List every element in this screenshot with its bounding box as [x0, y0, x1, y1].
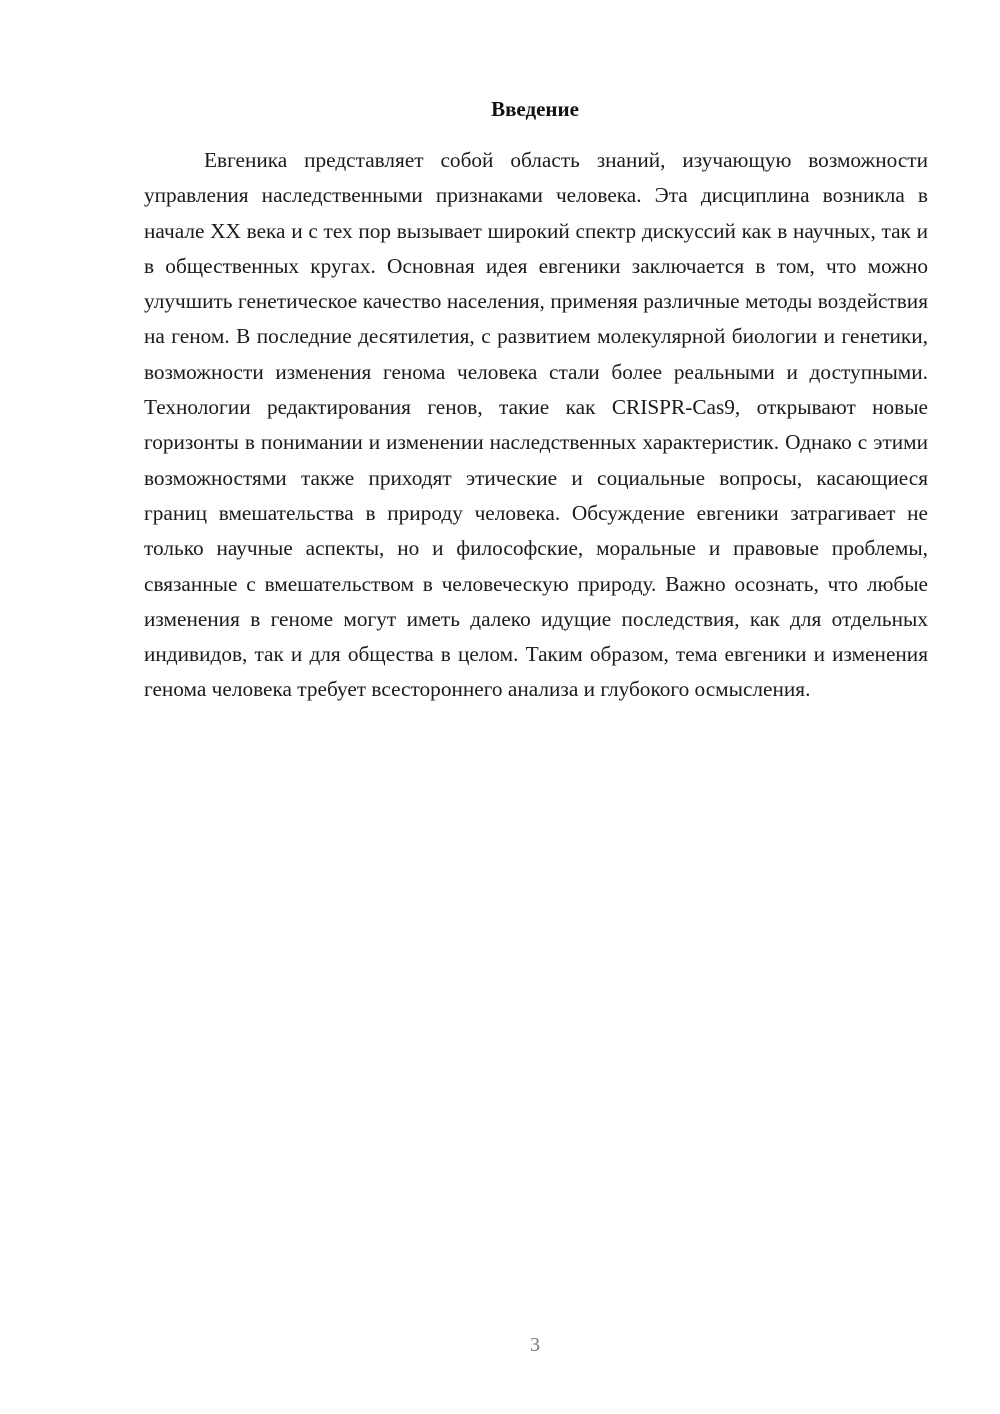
page-number: 3 [530, 1334, 540, 1356]
section-heading: Введение [491, 97, 579, 121]
body-paragraph: Евгеника представляет собой область знаний, изучающую возможности управления наследственными признаками человека. Эта дисциплина возникла в начале XX века и с тех пор вызывает широкий спектр дискуссий как в научных, так и в общественных кругах. Основная идея евгеники заключается в том, что можно улучшить генетическое качество населения, применяя различные методы воздействия на геном. В последние десятилетия, с развитием молекулярной биологии и генетики, возможности изменения генома человека стали более реальными и доступными. Технологии редактирования генов, такие как CRISPR-Cas9, открывают новые горизонты в понимании и изменении наследственных характеристик. Однако с этими возможностями также приходят этические и социальные вопросы, касающиеся границ вмешательства в природу человека. Обсуждение евгеники затрагивает не только научные аспекты, но и философские, моральные и правовые проблемы, связанные с вмешательством в человеческую природу. Важно осознать, что любые изменения в геноме могут иметь далеко идущие последствия, как для отдельных индивидов, так и для общества в целом. Таким образом, тема евгеники и изменения генома человека требует всестороннего анализа и глубокого осмысления. [144, 148, 928, 702]
